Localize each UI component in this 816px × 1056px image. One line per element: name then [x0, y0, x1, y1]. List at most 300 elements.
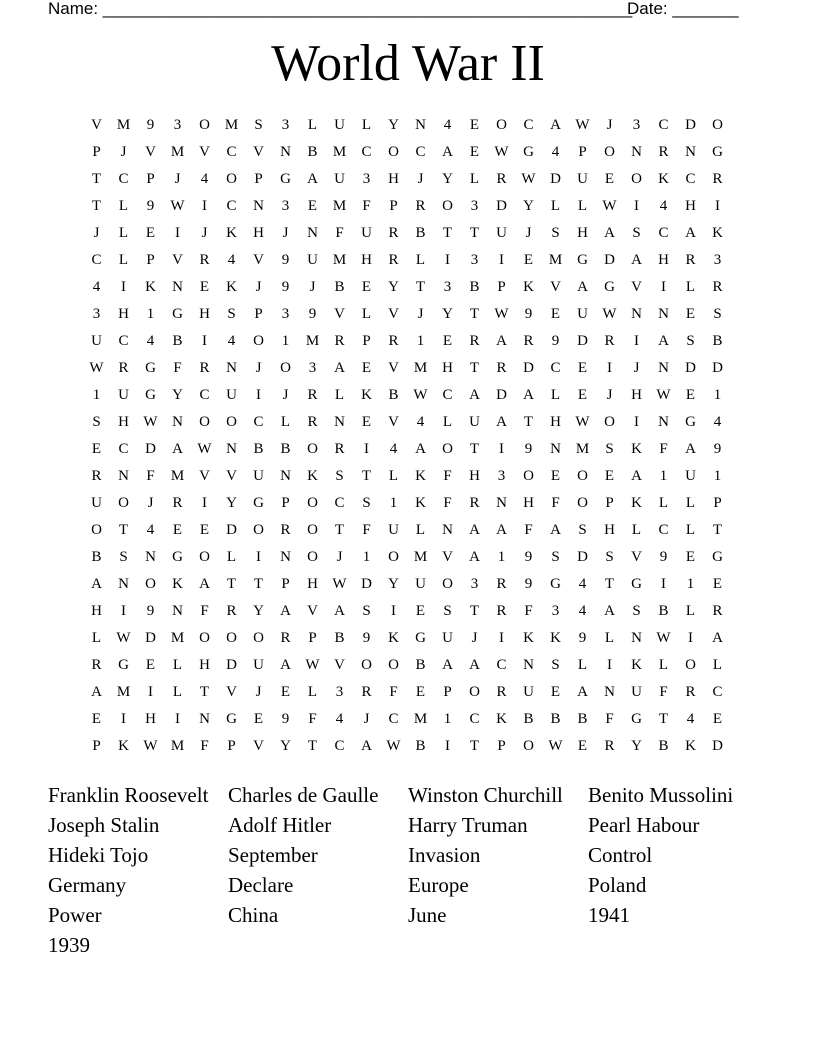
grid-cell: N — [415, 117, 426, 133]
grid-cell: 3 — [713, 252, 722, 268]
grid-cell: O — [91, 522, 102, 538]
grid-cell: E — [280, 684, 291, 700]
grid-cell: T — [253, 576, 264, 592]
grid-cell: P — [389, 198, 398, 214]
grid-cell: L — [307, 117, 318, 133]
grid-cell: J — [471, 630, 478, 646]
grid-cell: 4 — [335, 711, 344, 727]
grid-cell: N — [550, 441, 561, 457]
grid-cell: V — [226, 684, 237, 700]
grid-cell: A — [334, 603, 345, 619]
grid-cell: N — [253, 198, 264, 214]
grid-cell: 1 — [713, 387, 722, 403]
grid-cell: U — [415, 576, 426, 592]
grid-cell: A — [280, 657, 291, 673]
grid-cell: H — [469, 468, 480, 484]
grid-cell: B — [415, 657, 426, 673]
grid-cell: P — [605, 495, 614, 511]
grid-cell: R — [604, 738, 615, 754]
grid-cell: V — [334, 306, 345, 322]
grid-cell: 1 — [443, 711, 452, 727]
grid-cell: U — [577, 171, 588, 187]
grid-cell: 9 — [281, 279, 290, 295]
grid-cell: E — [604, 468, 615, 484]
grid-cell: O — [307, 495, 318, 511]
grid-cell: R — [496, 576, 507, 592]
grid-cell: T — [91, 198, 102, 214]
grid-cell: A — [685, 225, 696, 241]
grid-cell: V — [631, 549, 642, 565]
grid-cell: C — [253, 414, 264, 430]
grid-cell: I — [499, 630, 504, 646]
grid-cell: O — [199, 549, 210, 565]
grid-cell: 3 — [281, 117, 290, 133]
grid-cell: L — [415, 522, 426, 538]
grid-cell: C — [685, 171, 696, 187]
grid-cell: K — [523, 279, 534, 295]
grid-cell: H — [253, 225, 264, 241]
grid-cell: V — [253, 144, 264, 160]
grid-cell: B — [415, 738, 426, 754]
grid-cell: Y — [253, 603, 264, 619]
grid-cell: V — [631, 279, 642, 295]
grid-cell: K — [685, 738, 696, 754]
word-list-item: September — [228, 843, 318, 867]
grid-cell: T — [469, 225, 480, 241]
grid-cell: I — [175, 711, 180, 727]
grid-cell: E — [199, 522, 210, 538]
grid-cell: K — [172, 576, 183, 592]
grid-cell: S — [551, 549, 560, 565]
grid-cell: M — [170, 738, 185, 754]
grid-cell: P — [308, 630, 317, 646]
grid-cell: I — [688, 630, 693, 646]
grid-cell: H — [388, 171, 399, 187]
grid-cell: B — [415, 225, 426, 241]
grid-cell: J — [282, 387, 289, 403]
word-list-item: Pearl Habour — [588, 813, 700, 837]
grid-cell: L — [388, 468, 399, 484]
grid-cell: 4 — [551, 144, 560, 160]
grid-cell: C — [712, 684, 723, 700]
grid-cell: Y — [280, 738, 291, 754]
grid-cell: R — [523, 333, 534, 349]
grid-cell: I — [121, 711, 126, 727]
grid-cell: O — [577, 495, 588, 511]
grid-cell: N — [496, 495, 507, 511]
grid-cell: 1 — [362, 549, 371, 565]
grid-cell: F — [308, 711, 317, 727]
grid-cell: 4 — [659, 198, 668, 214]
grid-cell: S — [119, 549, 128, 565]
grid-cell: N — [280, 468, 291, 484]
grid-cell: 1 — [146, 306, 155, 322]
grid-cell: O — [307, 549, 318, 565]
grid-cell: L — [415, 252, 426, 268]
grid-cell: U — [91, 333, 102, 349]
grid-cell: S — [362, 603, 371, 619]
grid-row — [83, 544, 743, 571]
grid-cell: K — [226, 225, 237, 241]
grid-cell: R — [685, 684, 696, 700]
grid-cell: O — [199, 117, 210, 133]
grid-cell: O — [226, 171, 237, 187]
grid-cell: 9 — [281, 252, 290, 268]
word-list-item: Declare — [228, 873, 294, 897]
page-title: World War II — [271, 35, 545, 92]
grid-cell: W — [386, 738, 401, 754]
grid-cell: S — [578, 522, 587, 538]
grid-cell: E — [577, 738, 588, 754]
grid-cell: E — [577, 360, 588, 376]
grid-cell: P — [92, 144, 101, 160]
grid-cell: E — [577, 387, 588, 403]
grid-cell: L — [550, 387, 561, 403]
grid-cell: G — [253, 495, 264, 511]
grid-cell: P — [92, 738, 101, 754]
grid-cell: M — [548, 252, 563, 268]
grid-cell: J — [633, 360, 640, 376]
grid-cell: N — [334, 414, 345, 430]
grid-cell: I — [445, 738, 450, 754]
grid-cell: M — [170, 630, 185, 646]
grid-cell: G — [631, 711, 642, 727]
grid-cell: I — [364, 441, 369, 457]
grid-cell: E — [685, 549, 696, 565]
grid-cell: W — [494, 306, 509, 322]
grid-cell: I — [391, 603, 396, 619]
grid-cell: M — [224, 117, 239, 133]
grid-cell: L — [685, 603, 696, 619]
grid-cell: U — [577, 306, 588, 322]
grid-row — [83, 382, 743, 409]
grid-cell: 9 — [146, 198, 155, 214]
grid-cell: F — [200, 738, 209, 754]
grid-cell: F — [335, 225, 344, 241]
grid-cell: I — [661, 576, 666, 592]
grid-cell: S — [686, 333, 695, 349]
grid-cell: D — [361, 576, 372, 592]
grid-cell: 1 — [713, 468, 722, 484]
grid-cell: R — [712, 279, 723, 295]
grid-cell: 9 — [551, 333, 560, 349]
grid-cell: G — [280, 171, 291, 187]
grid-cell: R — [469, 333, 480, 349]
grid-cell: M — [116, 684, 131, 700]
grid-cell: N — [442, 522, 453, 538]
grid-cell: D — [550, 171, 561, 187]
grid-cell: E — [685, 387, 696, 403]
word-list-item: Joseph Stalin — [48, 813, 160, 837]
grid-cell: L — [685, 279, 696, 295]
grid-cell: B — [334, 630, 345, 646]
grid-cell: C — [442, 387, 453, 403]
grid-cell: V — [550, 279, 561, 295]
grid-cell: K — [226, 279, 237, 295]
grid-cell: B — [658, 738, 669, 754]
grid-cell: I — [634, 333, 639, 349]
grid-cell: J — [255, 360, 262, 376]
grid-cell: J — [255, 279, 262, 295]
grid-cell: D — [577, 549, 588, 565]
grid-cell: N — [172, 279, 183, 295]
grid-cell: N — [658, 360, 669, 376]
grid-cell: A — [91, 576, 102, 592]
grid-cell: M — [413, 549, 428, 565]
grid-cell: 3 — [362, 171, 371, 187]
grid-cell: F — [362, 198, 371, 214]
grid-cell: 3 — [92, 306, 101, 322]
grid-cell: E — [550, 306, 561, 322]
grid-cell: O — [118, 495, 129, 511]
grid-cell: A — [280, 603, 291, 619]
grid-cell: K — [118, 738, 129, 754]
grid-cell: A — [604, 225, 615, 241]
grid-cell: W — [305, 657, 320, 673]
grid-cell: R — [712, 171, 723, 187]
grid-row — [83, 301, 743, 328]
grid-cell: G — [604, 279, 615, 295]
grid-row — [83, 355, 743, 382]
grid-cell: J — [174, 171, 181, 187]
grid-cell: R — [388, 225, 399, 241]
grid-cell: A — [442, 657, 453, 673]
grid-cell: O — [523, 468, 534, 484]
grid-cell: K — [307, 468, 318, 484]
grid-cell: J — [525, 225, 532, 241]
grid-cell: W — [143, 738, 158, 754]
grid-cell: A — [199, 576, 210, 592]
grid-cell: H — [523, 495, 534, 511]
grid-cell: A — [361, 738, 372, 754]
grid-cell: C — [415, 144, 426, 160]
grid-cell: N — [631, 306, 642, 322]
grid-cell: T — [658, 711, 669, 727]
grid-cell: I — [175, 225, 180, 241]
grid-cell: 4 — [416, 414, 425, 430]
grid-cell: H — [361, 252, 372, 268]
word-list-item: Adolf Hitler — [228, 813, 332, 837]
grid-cell: C — [361, 144, 372, 160]
grid-row — [83, 679, 743, 706]
grid-cell: R — [226, 603, 237, 619]
grid-cell: K — [658, 171, 669, 187]
grid-cell: V — [253, 252, 264, 268]
grid-cell: U — [442, 630, 453, 646]
grid-cell: E — [469, 117, 480, 133]
grid-cell: A — [496, 522, 507, 538]
grid-cell: I — [202, 495, 207, 511]
grid-cell: D — [685, 360, 696, 376]
grid-cell: E — [91, 711, 102, 727]
grid-cell: L — [280, 414, 291, 430]
grid-row — [83, 571, 743, 598]
grid-cell: L — [658, 495, 669, 511]
grid-cell: R — [307, 414, 318, 430]
grid-cell: O — [442, 198, 453, 214]
grid-cell: P — [362, 333, 371, 349]
grid-cell: A — [631, 252, 642, 268]
grid-cell: H — [604, 522, 615, 538]
grid-cell: V — [91, 117, 102, 133]
grid-cell: F — [389, 684, 398, 700]
grid-cell: I — [121, 279, 126, 295]
grid-cell: O — [361, 657, 372, 673]
grid-cell: A — [469, 549, 480, 565]
grid-cell: I — [256, 549, 261, 565]
grid-cell: Y — [442, 306, 453, 322]
grid-cell: G — [712, 144, 723, 160]
grid-cell: 3 — [632, 117, 641, 133]
grid-cell: R — [361, 684, 372, 700]
grid-cell: N — [172, 603, 183, 619]
grid-cell: V — [199, 468, 210, 484]
grid-cell: 4 — [227, 333, 236, 349]
grid-cell: L — [604, 630, 615, 646]
grid-cell: E — [604, 171, 615, 187]
grid-row — [83, 193, 743, 220]
grid-cell: E — [550, 468, 561, 484]
grid-cell: B — [172, 333, 183, 349]
grid-cell: 3 — [551, 603, 560, 619]
word-list-item: Power — [48, 903, 102, 927]
grid-cell: O — [442, 576, 453, 592]
grid-cell: F — [605, 711, 614, 727]
grid-cell: R — [91, 657, 102, 673]
grid-cell: A — [577, 279, 588, 295]
grid-cell: O — [469, 684, 480, 700]
grid-cell: 4 — [389, 441, 398, 457]
grid-cell: Y — [388, 117, 399, 133]
grid-cell: T — [415, 279, 426, 295]
grid-cell: U — [118, 387, 129, 403]
grid-cell: G — [523, 144, 534, 160]
grid-cell: J — [93, 225, 100, 241]
grid-cell: N — [307, 225, 318, 241]
grid-cell: O — [226, 630, 237, 646]
grid-cell: W — [656, 630, 671, 646]
grid-cell: H — [91, 603, 102, 619]
grid-cell: H — [145, 711, 156, 727]
grid-cell: E — [415, 603, 426, 619]
grid-cell: W — [602, 198, 617, 214]
grid-cell: L — [469, 171, 480, 187]
grid-cell: W — [116, 630, 131, 646]
grid-cell: C — [469, 711, 480, 727]
grid-cell: B — [469, 279, 480, 295]
grid-cell: M — [575, 441, 590, 457]
grid-cell: 3 — [470, 252, 479, 268]
grid-cell: 4 — [578, 603, 587, 619]
grid-cell: I — [499, 441, 504, 457]
grid-cell: E — [415, 684, 426, 700]
grid-cell: H — [442, 360, 453, 376]
grid-cell: 3 — [470, 198, 479, 214]
grid-cell: C — [496, 657, 507, 673]
grid-cell: F — [659, 684, 668, 700]
grid-row — [83, 598, 743, 625]
grid-cell: F — [443, 468, 452, 484]
grid-cell: A — [712, 630, 723, 646]
grid-cell: C — [334, 495, 345, 511]
grid-cell: B — [91, 549, 102, 565]
grid-cell: B — [550, 711, 561, 727]
grid-cell: 3 — [470, 576, 479, 592]
grid-cell: 4 — [578, 576, 587, 592]
grid-cell: L — [685, 495, 696, 511]
grid-cell: S — [551, 657, 560, 673]
grid-cell: M — [332, 198, 347, 214]
grid-cell: L — [577, 198, 588, 214]
grid-cell: W — [413, 387, 428, 403]
grid-cell: U — [631, 684, 642, 700]
name-field-label: Name: ________________________________________________________ — [48, 0, 633, 18]
grid-cell: N — [280, 549, 291, 565]
word-list-item: Harry Truman — [408, 813, 528, 837]
grid-cell: F — [200, 603, 209, 619]
grid-cell: O — [307, 522, 318, 538]
grid-cell: P — [497, 279, 506, 295]
grid-cell: N — [226, 441, 237, 457]
grid-cell: I — [634, 414, 639, 430]
grid-cell: M — [413, 711, 428, 727]
grid-cell: 9 — [524, 441, 533, 457]
grid-row — [83, 220, 743, 247]
grid-cell: F — [551, 495, 560, 511]
grid-cell: D — [523, 360, 534, 376]
grid-cell: S — [632, 225, 641, 241]
grid-cell: 1 — [686, 576, 695, 592]
grid-cell: R — [712, 603, 723, 619]
grid-cell: C — [118, 333, 129, 349]
word-list-item: 1939 — [48, 933, 90, 957]
grid-cell: U — [496, 225, 507, 241]
grid-cell: D — [496, 198, 507, 214]
grid-cell: I — [202, 198, 207, 214]
grid-cell: K — [631, 495, 642, 511]
grid-cell: D — [685, 117, 696, 133]
grid-cell: R — [199, 252, 210, 268]
grid-cell: V — [388, 360, 399, 376]
word-list-item: 1941 — [588, 903, 630, 927]
grid-cell: C — [199, 387, 210, 403]
grid-cell: 9 — [146, 117, 155, 133]
grid-cell: 9 — [713, 441, 722, 457]
grid-cell: A — [550, 522, 561, 538]
grid-cell: G — [145, 387, 156, 403]
grid-cell: V — [199, 144, 210, 160]
grid-row — [83, 625, 743, 652]
grid-cell: R — [496, 684, 507, 700]
grid-cell: C — [658, 522, 669, 538]
grid-cell: L — [361, 306, 372, 322]
grid-cell: 1 — [497, 549, 506, 565]
grid-cell: 9 — [281, 711, 290, 727]
word-list-item: Europe — [408, 873, 469, 897]
grid-cell: W — [332, 576, 347, 592]
word-list-item: June — [408, 903, 447, 927]
grid-cell: L — [577, 657, 588, 673]
grid-cell: L — [226, 549, 237, 565]
grid-cell: G — [631, 576, 642, 592]
grid-cell: O — [523, 738, 534, 754]
grid-cell: O — [685, 657, 696, 673]
grid-cell: I — [715, 198, 720, 214]
grid-cell: R — [496, 603, 507, 619]
grid-cell: P — [713, 495, 722, 511]
grid-cell: E — [199, 279, 210, 295]
grid-cell: L — [361, 117, 372, 133]
